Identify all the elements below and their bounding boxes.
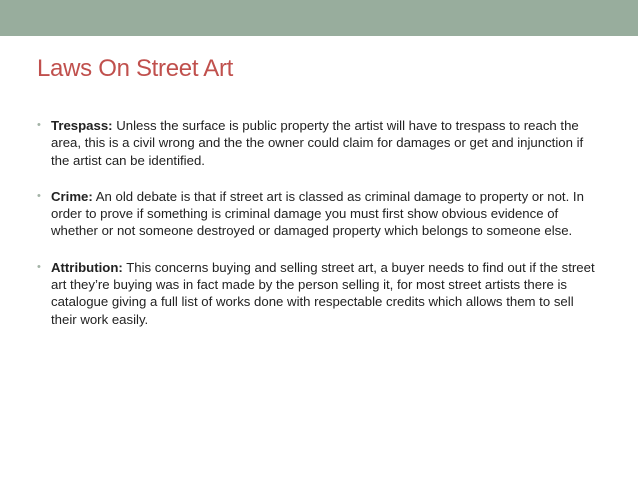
bullet-crime bbox=[37, 188, 602, 240]
bullet-term: Crime: bbox=[51, 188, 93, 204]
header-bar bbox=[0, 0, 638, 36]
bullet-text: An old debate is that if street art is classed as criminal damage to property or not. In order to prove if something is criminal damage you must first show obvious evidence of whether or not someone destroyed or damaged property which belongs to someone else. bbox=[51, 188, 584, 239]
bullet-dot-icon: • bbox=[37, 119, 41, 131]
bullet-text: This concerns buying and selling street art, a buyer needs to find out if the street art they’re buying was in fact made by the person selling it, for most street artists there is catalogue giving a full list of works done with respectable credits which allows them to sell their work easily. bbox=[51, 259, 595, 327]
bullet-attribution bbox=[37, 259, 602, 328]
bullet-term: Trespass: bbox=[51, 118, 113, 133]
bullet-dot-icon: • bbox=[37, 260, 41, 273]
bullet-dot-icon: • bbox=[37, 189, 41, 202]
bullet-trespass bbox=[37, 117, 602, 169]
bullet-list bbox=[37, 117, 602, 347]
slide-title: Laws On Street Art bbox=[37, 55, 234, 82]
bullet-text: Unless the surface is public property the artist will have to trespass to reach the area, this is a civil wrong and the the owner could claim for damages or get and injunction if the artist can be identified. bbox=[51, 118, 584, 168]
bullet-term: Attribution: bbox=[51, 259, 123, 275]
